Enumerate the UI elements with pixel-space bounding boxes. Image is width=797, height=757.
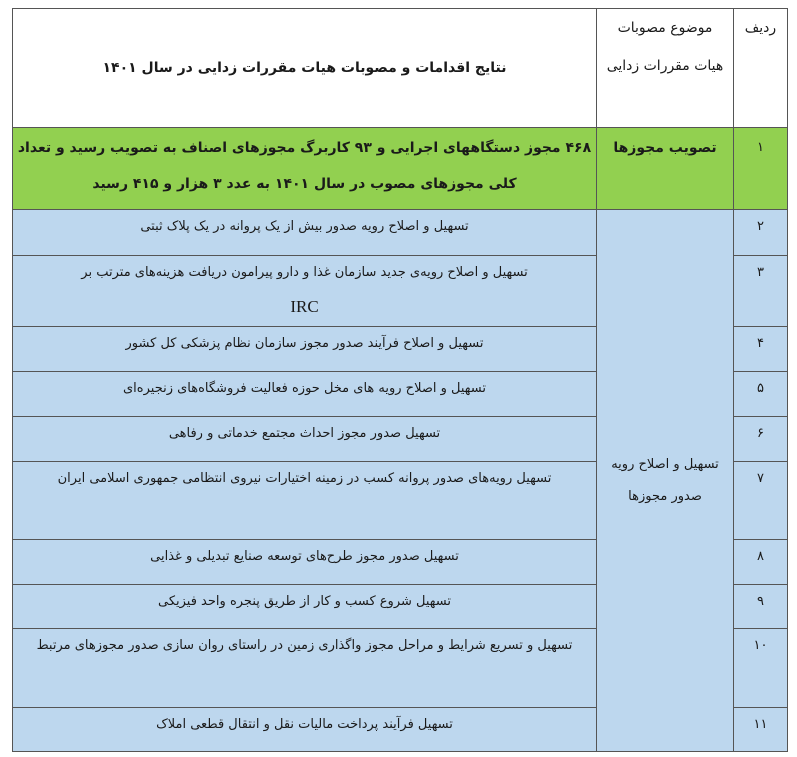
- row-number: ۸: [734, 540, 788, 585]
- deregulation-results-table: [12, 8, 788, 752]
- row-result: تسهیل صدور مجوز طرح‌های توسعه صنایع تبدیلی و غذایی: [13, 540, 597, 585]
- row-number: ۱۱: [734, 708, 788, 752]
- row-number: ۱: [734, 128, 788, 210]
- row-number: ۴: [734, 327, 788, 372]
- row-result: تسهیل و اصلاح رویه صدور بیش از یک پروانه در یک پلاک ثبتی: [13, 210, 597, 256]
- header-row-number: ردیف: [734, 9, 788, 128]
- header-results: نتایج اقدامات و مصوبات هیات مقررات زدایی در سال ۱۴۰۱: [13, 9, 597, 128]
- row-number: ۳: [734, 256, 788, 327]
- row-result: تسهیل و اصلاح فرآیند صدور مجوز سازمان نظام پزشکی کل کشور: [13, 327, 597, 372]
- group-topic-cell: تسهیل و اصلاح رویه صدور مجوزها: [597, 210, 734, 752]
- row-number: ۵: [734, 372, 788, 417]
- row-result-text: تسهیل و اصلاح رویه‌ی جدید سازمان غذا و دارو پیرامون دریافت هزینه‌های مترتب بر: [81, 265, 528, 280]
- row-number: ۶: [734, 417, 788, 462]
- row-number: ۱۰: [734, 629, 788, 708]
- row-result: [13, 256, 597, 327]
- row-result: تسهیل صدور مجوز احداث مجتمع خدماتی و رفاهی: [13, 417, 597, 462]
- deregulation-results-table-container: [12, 8, 787, 752]
- row-number: ۷: [734, 462, 788, 540]
- row-number: ۹: [734, 585, 788, 629]
- header-topic: موضوع مصوبات هیات مقررات زدایی: [597, 9, 734, 128]
- row-result-suffix: IRC: [290, 297, 319, 316]
- row-result: تسهیل رویه‌های صدور پروانه کسب در زمینه اختیارات نیروی انتظامی جمهوری اسلامی ایران: [13, 462, 597, 540]
- row-topic: تصویب مجوزها: [597, 128, 734, 210]
- row-result: تسهیل و تسریع شرایط و مراحل مجوز واگذاری زمین در راستای روان سازی صدور مجوزهای مرتبط: [13, 629, 597, 708]
- row-result: ۴۶۸ مجوز دستگاههای اجرایی و ۹۳ کاربرگ مجوزهای اصناف به تصویب رسید و تعداد کلی مجوزهای مصوب در سال ۱۴۰۱ به عدد ۳ هزار و ۴۱۵ رسید: [13, 128, 597, 210]
- row-result: تسهیل فرآیند پرداخت مالیات نقل و انتقال قطعی املاک: [13, 708, 597, 752]
- row-number: ۲: [734, 210, 788, 256]
- row-result: تسهیل شروع کسب و کار از طریق پنجره واحد فیزیکی: [13, 585, 597, 629]
- table-row: [13, 210, 788, 256]
- table-row-highlight: [13, 128, 788, 210]
- row-result: تسهیل و اصلاح رویه های مخل حوزه فعالیت فروشگاه‌های زنجیره‌ای: [13, 372, 597, 417]
- table-header-row: [13, 9, 788, 128]
